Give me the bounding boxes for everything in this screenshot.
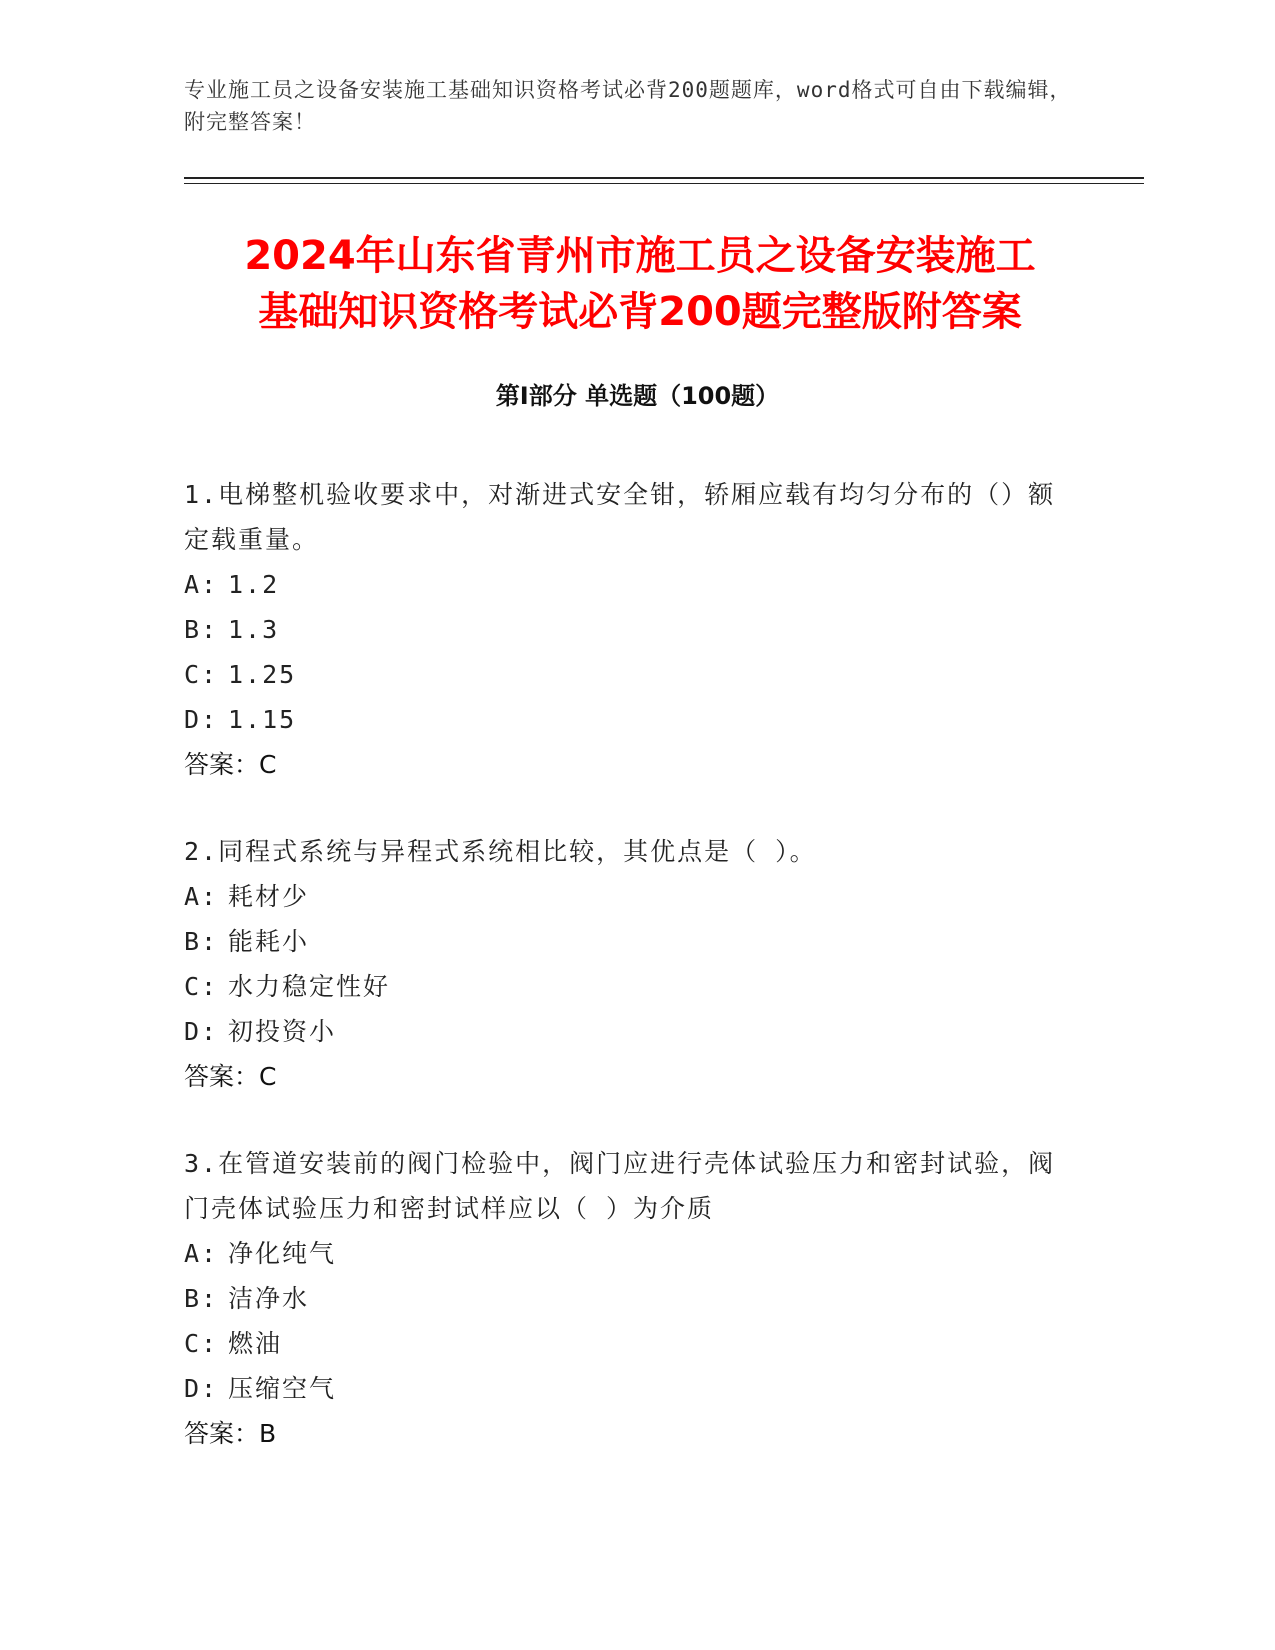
option-letter: A: — [184, 1239, 219, 1268]
question-text: 2.同程式系统与异程式系统相比较，其优点是（ ）。 — [184, 837, 817, 866]
option-letter: B: — [184, 927, 219, 956]
option-text: 1.2 — [228, 570, 280, 599]
option-c — [184, 1321, 1064, 1366]
answer-prefix: 答案： — [184, 1062, 260, 1091]
option-text: 洁净水 — [228, 1284, 310, 1313]
option-text: 耗材少 — [228, 882, 310, 911]
question-1 — [184, 472, 1064, 787]
option-d — [184, 1366, 1064, 1411]
option-letter: D: — [184, 1374, 219, 1403]
answer-value: C — [259, 750, 277, 779]
option-letter: C: — [184, 660, 219, 689]
option-letter: B: — [184, 1284, 219, 1313]
option-text: 能耗小 — [228, 927, 310, 956]
question-3 — [184, 1141, 1064, 1456]
option-letter: A: — [184, 570, 219, 599]
answer-line — [184, 1411, 1064, 1456]
answer-line — [184, 742, 1064, 787]
option-text: 1.15 — [228, 705, 297, 734]
answer-prefix: 答案： — [184, 1419, 260, 1448]
option-letter: D: — [184, 1017, 219, 1046]
option-c — [184, 652, 1064, 697]
option-d — [184, 1009, 1064, 1054]
section-heading: 第Ⅰ部分 单选题（100题） — [495, 382, 780, 410]
answer-value: B — [259, 1419, 277, 1448]
option-text: 水力稳定性好 — [228, 972, 391, 1001]
option-letter: D: — [184, 705, 219, 734]
header-divider-thin — [184, 183, 1144, 184]
option-c — [184, 964, 1064, 1009]
option-b — [184, 919, 1064, 964]
question-2 — [184, 829, 1064, 1099]
title-line-1: 2024年山东省青州市施工员之设备安装施工 — [244, 233, 1036, 279]
option-a — [184, 1231, 1064, 1276]
question-list — [184, 472, 1064, 1498]
option-b — [184, 1276, 1064, 1321]
option-text: 1.25 — [228, 660, 297, 689]
option-d — [184, 697, 1064, 742]
answer-value: C — [259, 1062, 277, 1091]
option-b — [184, 607, 1064, 652]
option-text: 净化纯气 — [228, 1239, 337, 1268]
option-text: 初投资小 — [228, 1017, 337, 1046]
option-text: 燃油 — [228, 1329, 283, 1358]
option-letter: C: — [184, 972, 219, 1001]
title-line-2: 基础知识资格考试必背200题完整版附答案 — [258, 289, 1022, 335]
option-letter: B: — [184, 615, 219, 644]
option-letter: C: — [184, 1329, 219, 1358]
option-text: 压缩空气 — [228, 1374, 337, 1403]
option-a — [184, 562, 1064, 607]
header-divider — [184, 177, 1144, 179]
option-a — [184, 874, 1064, 919]
answer-prefix: 答案： — [184, 750, 260, 779]
option-text: 1.3 — [228, 615, 280, 644]
document-title — [130, 228, 1150, 340]
option-letter: A: — [184, 882, 219, 911]
header-note: 专业施工员之设备安装施工基础知识资格考试必背200题题库，word格式可自由下载编辑，附完整答案！ — [184, 78, 1072, 134]
answer-line — [184, 1054, 1064, 1099]
question-text: 3.在管道安装前的阀门检验中，阀门应进行壳体试验压力和密封试验，阀门壳体试验压力和密封试样应以（ ）为介质 — [184, 1149, 1056, 1223]
question-text: 1.电梯整机验收要求中，对渐进式安全钳，轿厢应载有均匀分布的（）额定载重量。 — [184, 480, 1056, 554]
